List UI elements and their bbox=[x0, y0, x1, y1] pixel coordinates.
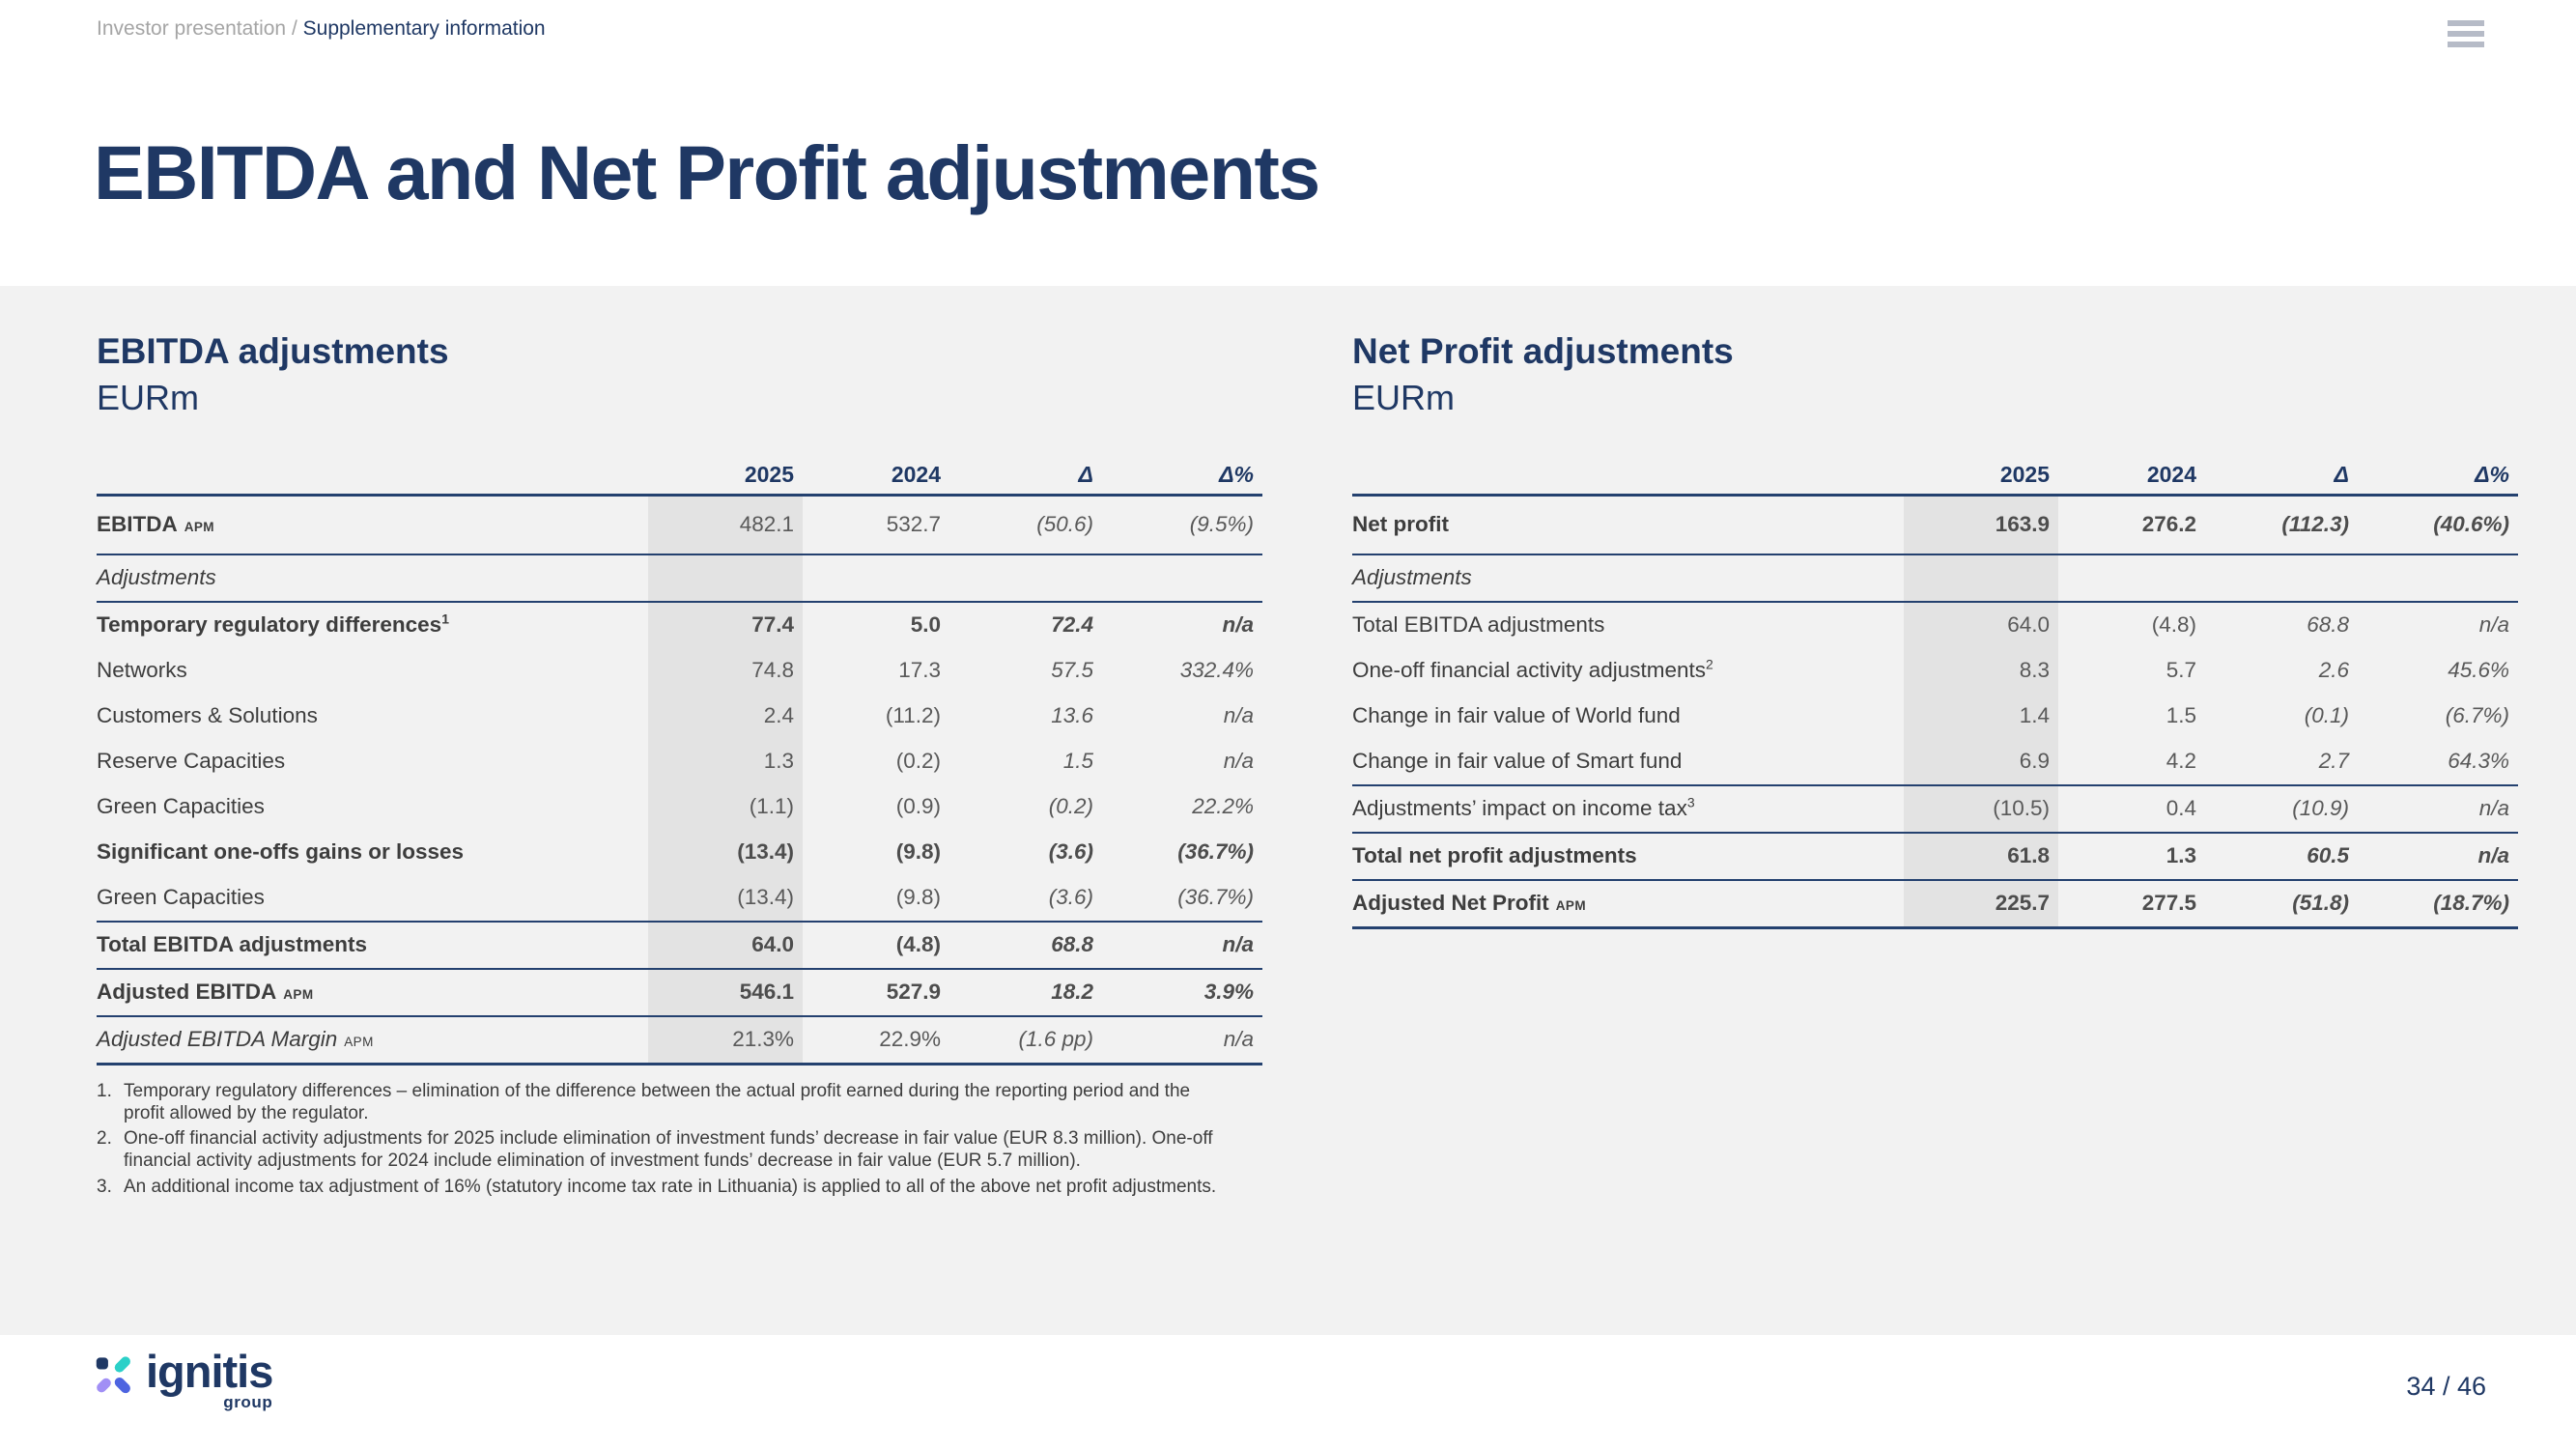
table-cell: 2025 bbox=[744, 461, 794, 487]
table-header-row bbox=[97, 453, 1262, 497]
table-cell: Δ% bbox=[1219, 461, 1254, 487]
table-cell: (11.2) bbox=[885, 703, 941, 728]
table-cell: 68.8 bbox=[2307, 612, 2349, 638]
table-cell: n/a bbox=[2478, 796, 2509, 821]
table-cell: Δ% bbox=[2475, 461, 2509, 487]
table-cell: (9.8) bbox=[895, 885, 941, 910]
table-cell: (10.9) bbox=[2292, 796, 2349, 821]
footnote-text: An additional income tax adjustment of 16% (statutory income tax rate in Lithuania) is applied to all of the above net profit adjustments. bbox=[124, 1176, 1217, 1197]
row-label: Temporary regulatory differences$^1$ bbox=[97, 611, 449, 637]
table-row bbox=[97, 1017, 1262, 1065]
footnote bbox=[97, 1127, 1227, 1172]
row-label: Green Capacities bbox=[97, 793, 265, 818]
table-cell: (13.4) bbox=[648, 830, 803, 875]
table-row bbox=[1352, 497, 2518, 555]
table-cell: (0.2) bbox=[1048, 794, 1093, 819]
footnote-text: One-off financial activity adjustments for 2025 include elimination of investment funds’ decrease in fair value (EUR 8.3 million). One-off financial activity adjustments for 2024 include elimination of investment funds’ decrease in fair value (EUR 5.7 million). bbox=[124, 1128, 1213, 1172]
table-cell: 1.3 bbox=[2166, 843, 2196, 868]
row-label: Total EBITDA adjustments bbox=[97, 931, 368, 956]
footnotes bbox=[97, 1080, 1227, 1198]
table-cell bbox=[1102, 555, 1262, 601]
table-header-row bbox=[1352, 453, 2518, 497]
footnote bbox=[97, 1080, 1227, 1124]
table-cell: 8.3 bbox=[1904, 648, 2058, 694]
table-cell: 2024 bbox=[2146, 461, 2196, 487]
table-cell: (3.6) bbox=[1048, 839, 1093, 865]
table-cell: 277.5 bbox=[2141, 891, 2196, 916]
table-cell: 18.2 bbox=[1051, 980, 1093, 1005]
table-cell: (10.5) bbox=[1904, 786, 2058, 832]
section-unit: EURm bbox=[1352, 377, 1455, 417]
hamburger-bar bbox=[2448, 31, 2484, 37]
logo-arm-teal bbox=[113, 1354, 132, 1374]
table-cell bbox=[1904, 555, 2058, 601]
table-cell: (50.6) bbox=[1036, 512, 1093, 537]
page-title: EBITDA and Net Profit adjustments bbox=[94, 129, 1319, 215]
table-cell: 17.3 bbox=[898, 658, 941, 683]
hamburger-bar bbox=[2448, 20, 2484, 26]
table-row bbox=[1352, 555, 2518, 603]
table-cell: 1.5 bbox=[1062, 749, 1093, 774]
logo-arm-blue bbox=[113, 1376, 132, 1395]
table-cell bbox=[2358, 555, 2518, 601]
row-label: One-off financial activity adjustments$^2$ bbox=[1352, 656, 1713, 682]
table-cell: (36.7%) bbox=[1177, 839, 1254, 865]
page-number: 34 / 46 bbox=[2406, 1372, 2486, 1401]
row-label: Change in fair value of Smart fund bbox=[1352, 748, 1683, 773]
table-cell: (0.2) bbox=[895, 749, 941, 774]
table-cell: (9.5%) bbox=[1189, 512, 1254, 537]
table-cell: 74.8 bbox=[648, 648, 803, 694]
table-cell: n/a bbox=[1223, 1027, 1254, 1052]
table-cell: n/a bbox=[2477, 843, 2509, 868]
logo-dot bbox=[97, 1357, 108, 1369]
net-profit-adjustments-table bbox=[1352, 453, 2518, 929]
breadcrumb-section[interactable]: Investor presentation / bbox=[97, 17, 297, 40]
row-label: Net profit bbox=[1352, 511, 1449, 536]
footnote-text: Temporary regulatory differences – elimination of the difference between the actual profit earned during the reporting period and the profit allowed by the regulator. bbox=[124, 1080, 1191, 1124]
table-cell: (4.8) bbox=[2151, 612, 2196, 638]
table-cell: (3.6) bbox=[1048, 885, 1093, 910]
table-cell: 4.2 bbox=[2166, 749, 2196, 774]
table-row bbox=[1352, 694, 2518, 739]
logo-arm-lavender bbox=[95, 1377, 113, 1395]
table-cell: 225.7 bbox=[1904, 881, 2058, 926]
table-cell: n/a bbox=[1222, 612, 1254, 638]
ignitis-group-logo bbox=[95, 1346, 273, 1412]
footnote-number: 3. bbox=[97, 1176, 112, 1197]
table-cell: 2.6 bbox=[2318, 658, 2349, 683]
table-cell: 532.7 bbox=[886, 512, 941, 537]
table-cell: Δ bbox=[2334, 461, 2349, 487]
row-label: Adjusted EBITDA APM bbox=[97, 979, 314, 1004]
table-cell: 546.1 bbox=[648, 970, 803, 1015]
table-cell: 2.7 bbox=[2318, 749, 2349, 774]
table-row bbox=[97, 970, 1262, 1017]
table-cell: 6.9 bbox=[1904, 739, 2058, 784]
ebitda-adjustments-section bbox=[97, 333, 1262, 1201]
table-cell: n/a bbox=[1222, 932, 1254, 957]
hamburger-bar bbox=[2448, 42, 2484, 47]
table-cell: 64.0 bbox=[1904, 603, 2058, 648]
table-cell bbox=[949, 555, 1102, 601]
table-cell: 3.9% bbox=[1203, 980, 1254, 1005]
table-cell: 13.6 bbox=[1051, 703, 1093, 728]
table-cell: 45.6% bbox=[2448, 658, 2509, 683]
table-cell: n/a bbox=[1223, 703, 1254, 728]
table-cell: (13.4) bbox=[648, 875, 803, 921]
breadcrumb bbox=[97, 17, 546, 41]
footnote-number: 2. bbox=[97, 1128, 112, 1150]
table-cell: 5.0 bbox=[910, 612, 941, 638]
table-row bbox=[1352, 739, 2518, 786]
table-cell: 527.9 bbox=[886, 980, 941, 1005]
table-cell: 68.8 bbox=[1051, 932, 1093, 957]
table-cell: 5.7 bbox=[2166, 658, 2196, 683]
table-cell: 276.2 bbox=[2141, 512, 2196, 537]
table-cell bbox=[803, 555, 949, 601]
table-cell: 1.4 bbox=[1904, 694, 2058, 739]
table-cell: (18.7%) bbox=[2433, 891, 2509, 916]
table-cell: 1.5 bbox=[2166, 703, 2196, 728]
ignitis-logo-icon bbox=[95, 1354, 133, 1395]
table-cell bbox=[648, 555, 803, 601]
table-row bbox=[1352, 834, 2518, 881]
row-label: Reserve Capacities bbox=[97, 748, 286, 773]
section-heading: Net Profit adjustments bbox=[1352, 331, 1734, 371]
row-label: Adjusted EBITDA Margin APM bbox=[97, 1026, 374, 1051]
table-row bbox=[97, 923, 1262, 970]
row-label: Significant one-offs gains or losses bbox=[97, 838, 465, 864]
table-cell: 1.3 bbox=[648, 739, 803, 784]
table-cell: 22.9% bbox=[879, 1027, 941, 1052]
table-cell bbox=[2058, 555, 2205, 601]
table-cell: 61.8 bbox=[1904, 834, 2058, 879]
table-row bbox=[1352, 648, 2518, 694]
ebitda-adjustments-table bbox=[97, 453, 1262, 1065]
row-label: EBITDA APM bbox=[97, 511, 214, 536]
table-cell: 21.3% bbox=[648, 1017, 803, 1063]
table-row bbox=[97, 784, 1262, 830]
table-cell: (0.1) bbox=[2304, 703, 2349, 728]
row-label: Adjustments bbox=[1352, 564, 1472, 589]
logo-text-column bbox=[146, 1346, 273, 1412]
table-cell: (6.7%) bbox=[2445, 703, 2509, 728]
table-cell: (0.9) bbox=[895, 794, 941, 819]
table-cell: 163.9 bbox=[1904, 497, 2058, 554]
table-cell: 482.1 bbox=[648, 497, 803, 554]
table-cell: 0.4 bbox=[2166, 796, 2196, 821]
row-label: Adjustments’ impact on income tax$^3$ bbox=[1352, 794, 1695, 820]
table-cell: 60.5 bbox=[2307, 843, 2349, 868]
row-label: Customers & Solutions bbox=[97, 702, 318, 727]
table-cell: 2.4 bbox=[648, 694, 803, 739]
table-cell bbox=[2205, 555, 2358, 601]
row-label: Green Capacities bbox=[97, 884, 265, 909]
row-label: Networks bbox=[97, 657, 187, 682]
table-cell: (1.6 pp) bbox=[1018, 1027, 1093, 1052]
table-cell: 57.5 bbox=[1051, 658, 1093, 683]
table-cell: Δ bbox=[1078, 461, 1093, 487]
table-row bbox=[97, 694, 1262, 739]
table-cell: (51.8) bbox=[2292, 891, 2349, 916]
row-label: Adjusted Net Profit APM bbox=[1352, 890, 1586, 915]
section-unit: EURm bbox=[97, 377, 199, 417]
row-label: Adjustments bbox=[97, 564, 216, 589]
table-cell: (36.7%) bbox=[1177, 885, 1254, 910]
table-row bbox=[97, 875, 1262, 923]
table-cell: (1.1) bbox=[648, 784, 803, 830]
table-row bbox=[97, 739, 1262, 784]
table-row bbox=[97, 497, 1262, 555]
table-cell: n/a bbox=[2478, 612, 2509, 638]
table-cell: 72.4 bbox=[1051, 612, 1093, 638]
hamburger-menu-icon[interactable] bbox=[2448, 20, 2484, 47]
row-label: Change in fair value of World fund bbox=[1352, 702, 1681, 727]
table-cell: 332.4% bbox=[1179, 658, 1254, 683]
table-cell: (4.8) bbox=[895, 932, 941, 957]
table-row bbox=[97, 555, 1262, 603]
logo-wordmark: ignitis bbox=[146, 1346, 273, 1397]
table-row bbox=[1352, 603, 2518, 648]
table-cell: (40.6%) bbox=[2433, 512, 2509, 537]
table-row bbox=[97, 603, 1262, 648]
table-row bbox=[1352, 881, 2518, 929]
table-cell: 64.3% bbox=[2448, 749, 2509, 774]
table-cell: 2025 bbox=[1999, 461, 2050, 487]
row-label: Total EBITDA adjustments bbox=[1352, 611, 1605, 637]
table-cell: 77.4 bbox=[648, 603, 803, 648]
net-profit-adjustments-section bbox=[1352, 333, 2518, 929]
table-cell: 22.2% bbox=[1192, 794, 1254, 819]
row-label: Total net profit adjustments bbox=[1352, 842, 1637, 867]
logo-subtext: group bbox=[223, 1393, 273, 1412]
table-cell: 2024 bbox=[891, 461, 941, 487]
section-heading: EBITDA adjustments bbox=[97, 331, 449, 371]
table-row bbox=[97, 830, 1262, 875]
breadcrumb-current[interactable]: Supplementary information bbox=[302, 17, 546, 40]
table-cell: 64.0 bbox=[648, 923, 803, 968]
table-cell: (9.8) bbox=[895, 839, 941, 865]
table-cell: n/a bbox=[1223, 749, 1254, 774]
table-row bbox=[1352, 786, 2518, 834]
table-cell: (112.3) bbox=[2281, 512, 2349, 537]
footnote bbox=[97, 1176, 1227, 1198]
table-row bbox=[97, 648, 1262, 694]
footnote-number: 1. bbox=[97, 1080, 112, 1101]
